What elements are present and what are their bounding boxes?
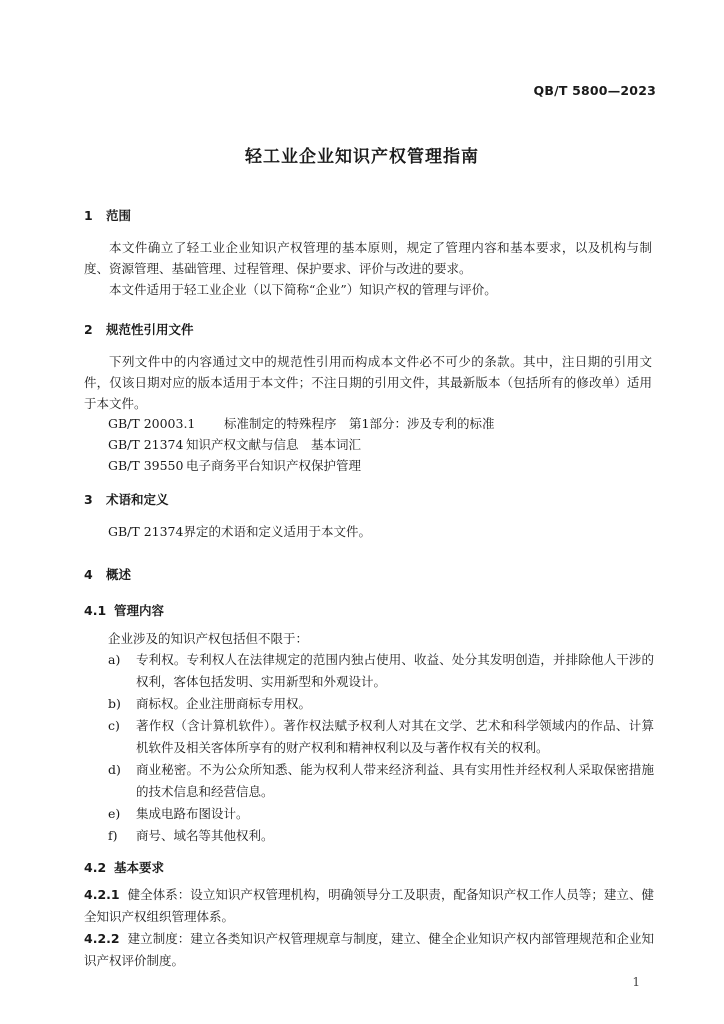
section-title: 规范性引用文件 bbox=[106, 322, 194, 337]
clause-item bbox=[84, 884, 654, 928]
section-2-paragraph-1: 下列文件中的内容通过文中的规范性引用而构成本文件必不可少的条款。其中，注日期的引用文件，仅该日期对应的版本适用于本文件；不注日期的引用文件，其最新版本（包括所有的修改单）适用于本文件。 bbox=[84, 354, 652, 411]
clause-number: 4.2.2 bbox=[84, 931, 120, 946]
section-number: 4.1 bbox=[84, 603, 107, 618]
reference-code: GB/T 39550 bbox=[108, 458, 184, 473]
clause-text: 健全体系：设立知识产权管理机构，明确领导分工及职责，配备知识产权工作人员等；建立、健全知识产权组织管理体系。 bbox=[84, 887, 654, 924]
section-4-heading bbox=[84, 565, 131, 583]
list-item-text: 商业秘密。不为公众所知悉、能为权利人带来经济利益、具有实用性并经权利人采取保密措施的技术信息和经营信息。 bbox=[136, 762, 654, 799]
section-1-paragraph-2: 本文件适用于轻工业企业（以下简称“企业”）知识产权的管理与评价。 bbox=[109, 282, 497, 297]
list-marker: c) bbox=[108, 718, 120, 733]
reference-item bbox=[108, 414, 494, 432]
clause-number: 4.2.1 bbox=[84, 887, 120, 902]
reference-code: GB/T 21374 bbox=[108, 437, 184, 452]
section-1-paragraph-1: 本文件确立了轻工业企业知识产权管理的基本原则，规定了管理内容和基本要求，以及机构与制度、资源管理、基础管理、过程管理、保护要求、评价与改进的要求。 bbox=[84, 240, 652, 276]
section-4-2-heading bbox=[84, 858, 164, 876]
list-marker: d) bbox=[108, 762, 121, 777]
section-number: 2 bbox=[84, 322, 93, 337]
section-title: 概述 bbox=[106, 567, 132, 582]
list-item bbox=[108, 803, 654, 825]
list-item bbox=[108, 649, 654, 693]
section-number: 3 bbox=[84, 492, 93, 507]
list-item bbox=[108, 759, 654, 803]
section-number: 4 bbox=[84, 567, 93, 582]
list-marker: b) bbox=[108, 696, 121, 711]
list-item bbox=[108, 693, 654, 715]
clause-text: 建立制度：建立各类知识产权管理规章与制度，建立、健全企业知识产权内部管理规范和企业知识产权评价制度。 bbox=[84, 931, 654, 968]
section-number: 4.2 bbox=[84, 860, 107, 875]
list-item-text: 商标权。企业注册商标专用权。 bbox=[136, 696, 312, 711]
section-4-1-intro: 企业涉及的知识产权包括但不限于： bbox=[108, 631, 309, 646]
reference-item bbox=[108, 456, 361, 474]
reference-code: GB/T 20003.1 bbox=[108, 416, 196, 431]
section-2-heading bbox=[84, 320, 194, 338]
list-marker: f) bbox=[108, 828, 118, 843]
list-item-text: 著作权（含计算机软件）。著作权法赋予权利人对其在文学、艺术和科学领域内的作品、计算机软件及相关客体所享有的财产权利和精神权利以及与著作权有关的权利。 bbox=[136, 718, 654, 755]
list-marker: a) bbox=[108, 652, 121, 667]
document-title: 轻工业企业知识产权管理指南 bbox=[245, 147, 479, 167]
reference-title: 标准制定的特殊程序 第1部分：涉及专利的标准 bbox=[224, 416, 495, 431]
section-title: 管理内容 bbox=[114, 603, 165, 618]
list-item bbox=[108, 715, 654, 759]
section-title: 基本要求 bbox=[114, 860, 165, 875]
page-number: 1 bbox=[632, 975, 640, 989]
list-item bbox=[108, 825, 654, 847]
reference-title: 电子商务平台知识产权保护管理 bbox=[186, 458, 362, 473]
list-marker: e) bbox=[108, 806, 121, 821]
section-title: 术语和定义 bbox=[106, 492, 169, 507]
section-3-paragraph-1: GB/T 21374界定的术语和定义适用于本文件。 bbox=[108, 524, 371, 539]
reference-item bbox=[108, 435, 361, 453]
section-number: 1 bbox=[84, 208, 93, 223]
section-1-heading bbox=[84, 206, 131, 224]
list-item-text: 专利权。专利权人在法律规定的范围内独占使用、收益、处分其发明创造，并排除他人干涉的权利，客体包括发明、实用新型和外观设计。 bbox=[136, 652, 654, 689]
section-title: 范围 bbox=[106, 208, 132, 223]
clause-item bbox=[84, 928, 654, 972]
list-item-text: 集成电路布图设计。 bbox=[136, 806, 249, 821]
list-item-text: 商号、域名等其他权利。 bbox=[136, 828, 274, 843]
section-4-1-heading bbox=[84, 601, 164, 619]
standard-number: QB/T 5800—2023 bbox=[533, 83, 656, 98]
section-3-heading bbox=[84, 490, 169, 508]
reference-title: 知识产权文献与信息 基本词汇 bbox=[186, 437, 362, 452]
